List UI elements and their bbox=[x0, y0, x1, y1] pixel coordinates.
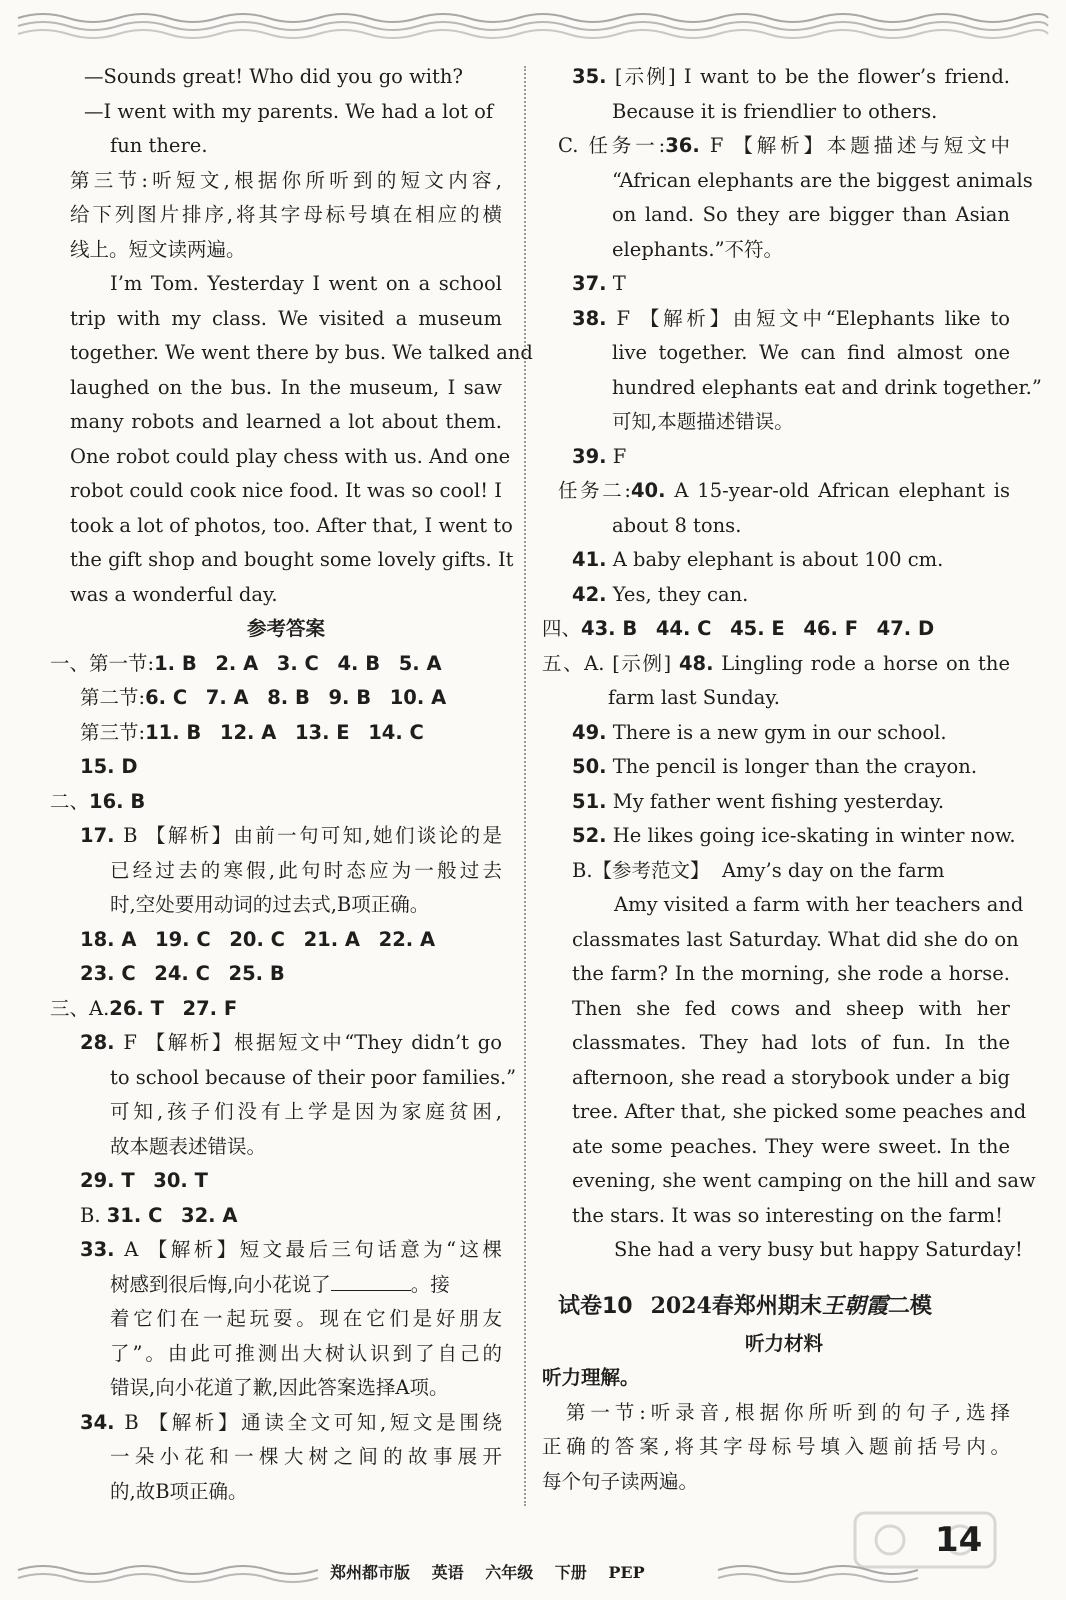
answer-prefix: B. bbox=[80, 1203, 101, 1227]
essay-label: B.【参考范文】 bbox=[572, 858, 710, 882]
q50-text: The pencil is longer than the crayon. bbox=[612, 755, 978, 778]
q33-text: 树感到很后悔,向小花说了 bbox=[110, 1272, 331, 1296]
q17-text: B 【解析】由前一句可知,她们谈论的是 bbox=[123, 824, 502, 847]
q33-line: 了”。由此可推测出大树认识到了自己的 bbox=[110, 1341, 502, 1365]
q39-text: F bbox=[612, 444, 627, 468]
question-number: 52. bbox=[572, 824, 607, 847]
exam-heading bbox=[558, 1286, 1010, 1327]
answer-item: 44. C bbox=[655, 617, 712, 640]
q28-line: 故本题表述错误。 bbox=[110, 1134, 267, 1158]
task-prefix: 五、A. [示例] bbox=[542, 651, 672, 675]
passage-line: the gift shop and bought some lovely gifts. It bbox=[70, 548, 514, 571]
q39-line bbox=[558, 440, 1010, 475]
answer-prefix: 四、 bbox=[542, 617, 582, 640]
answer-item: 24. C bbox=[154, 962, 210, 985]
q51-text: My father went fishing yesterday. bbox=[612, 789, 945, 813]
q49-text: There is a new gym in our school. bbox=[612, 720, 947, 744]
question-number: 17. bbox=[80, 824, 115, 847]
q36-line: elephants.”不符。 bbox=[612, 237, 784, 261]
answer-row bbox=[542, 612, 1010, 647]
answer-prefix: 一、第一节: bbox=[50, 651, 155, 675]
q38-text: F 【解析】由短文中“Elephants like to bbox=[616, 306, 1010, 330]
essay-heading bbox=[558, 854, 1010, 889]
essay-line: Then she fed cows and sheep with her bbox=[572, 996, 1010, 1020]
answer-item: 30. T bbox=[153, 1169, 208, 1192]
top-wave-border bbox=[18, 6, 1048, 46]
passage-line: together. We went there by bus. We talked and bbox=[70, 341, 533, 364]
answer-item: 16. B bbox=[89, 789, 146, 813]
q48-line bbox=[542, 647, 1010, 682]
q33-line bbox=[70, 1233, 502, 1268]
answer-row bbox=[70, 1164, 502, 1199]
q35-line bbox=[558, 60, 1010, 95]
q34-line bbox=[70, 1406, 502, 1441]
essay-line: the stars. It was so interesting on the farm! bbox=[572, 1203, 1004, 1227]
answer-item: 21. A bbox=[303, 927, 361, 951]
answer-item: 22. A bbox=[378, 927, 436, 951]
question-number: 41. bbox=[572, 548, 607, 571]
left-column bbox=[50, 60, 533, 1509]
q36-line: “African elephants are the biggest animals bbox=[612, 168, 1033, 192]
answer-row bbox=[70, 716, 502, 751]
dialogue-line: fun there. bbox=[110, 134, 208, 157]
q33-text: A 【解析】短文最后三句话意为“这棵 bbox=[124, 1238, 502, 1261]
section3-instruction: 第三节:听短文,根据你所听到的短文内容, bbox=[70, 168, 502, 192]
answer-row bbox=[70, 923, 502, 958]
footer-volume: 下册 bbox=[554, 1563, 587, 1582]
answer-item: 32. A bbox=[181, 1203, 238, 1227]
q42-text: Yes, they can. bbox=[612, 582, 749, 606]
q37-text: T bbox=[612, 272, 626, 295]
task-prefix: 任务二: bbox=[558, 479, 631, 502]
q40-line bbox=[558, 474, 1010, 509]
question-number: 28. bbox=[80, 1031, 115, 1054]
question-number: 42. bbox=[572, 582, 607, 606]
essay-line: tree. After that, she picked some peaches and bbox=[572, 1100, 1027, 1123]
question-number: 49. bbox=[572, 720, 607, 744]
answer-item: 10. A bbox=[389, 686, 447, 709]
question-number: 50. bbox=[572, 755, 607, 778]
passage-line: trip with my class. We visited a museum bbox=[70, 306, 502, 330]
passage-line: I’m Tom. Yesterday I went on a school bbox=[110, 272, 502, 295]
answers-title: 参考答案 bbox=[246, 617, 325, 640]
essay-line: ate some peaches. They were sweet. In the bbox=[572, 1134, 1010, 1158]
passage-line: was a wonderful day. bbox=[70, 582, 278, 606]
answer-blank bbox=[331, 1272, 411, 1291]
q28-line: to school because of their poor families.” bbox=[110, 1065, 517, 1089]
section3-instruction: 线上。短文读两遍。 bbox=[70, 237, 246, 261]
page-number: 14 bbox=[935, 1520, 983, 1560]
essay-line: She had a very busy but happy Saturday! bbox=[614, 1238, 1023, 1261]
essay-line: classmates. They had lots of fun. In the bbox=[572, 1031, 1010, 1054]
answer-row bbox=[50, 647, 502, 682]
column-divider bbox=[524, 66, 526, 1506]
q33-line: 着它们在一起玩耍。现在它们是好朋友 bbox=[110, 1307, 502, 1330]
q28-text: F 【解析】根据短文中“They didn’t go bbox=[123, 1031, 502, 1054]
q50-line bbox=[558, 750, 1010, 785]
answer-item: 27. F bbox=[182, 996, 238, 1020]
passage-line: One robot could play chess with us. And one bbox=[70, 444, 511, 468]
q33-text: 。接 bbox=[410, 1272, 450, 1296]
q41-line bbox=[558, 543, 1010, 578]
essay-line: Amy visited a farm with her teachers and bbox=[614, 893, 1024, 916]
q52-text: He likes going ice-skating in winter now. bbox=[612, 824, 1016, 847]
answer-item: 6. C bbox=[145, 686, 188, 709]
q38-line: 可知,本题描述错误。 bbox=[612, 410, 794, 433]
brand-logo: 王朝霞 bbox=[821, 1292, 888, 1319]
question-number: 40. bbox=[630, 479, 666, 502]
dialogue-line: —I went with my parents. We had a lot of bbox=[84, 99, 494, 123]
answer-item: 46. F bbox=[803, 617, 859, 640]
answer-item: 1. B bbox=[154, 651, 197, 675]
q48-line: farm last Sunday. bbox=[608, 686, 780, 709]
answer-item: 4. B bbox=[337, 651, 381, 675]
dialogue-line: —Sounds great! Who did you go with? bbox=[84, 65, 463, 88]
q48-text: Lingling rode a horse on the bbox=[721, 651, 1010, 675]
task-prefix: C. 任务一: bbox=[558, 134, 666, 157]
listening-instruction: 每个句子读两遍。 bbox=[542, 1469, 699, 1493]
question-number: 34. bbox=[80, 1410, 115, 1434]
answer-item: 19. C bbox=[155, 927, 211, 951]
answer-row bbox=[70, 681, 502, 716]
q40-line: about 8 tons. bbox=[612, 513, 742, 537]
essay-line: afternoon, she read a storybook under a big bbox=[572, 1065, 1010, 1089]
answer-item: 9. B bbox=[328, 686, 372, 709]
answer-row bbox=[70, 1199, 502, 1234]
q28-line bbox=[70, 1026, 502, 1061]
passage-line: took a lot of photos, too. After that, I went to bbox=[70, 513, 513, 537]
q34-line: 一朵小花和一棵大树之间的故事展开 bbox=[110, 1445, 502, 1468]
question-number: 37. bbox=[572, 272, 607, 295]
answer-item: 23. C bbox=[80, 962, 136, 985]
q36-line bbox=[558, 129, 1010, 164]
q33-line: 错误,向小花道了歉,因此答案选择A项。 bbox=[110, 1376, 449, 1399]
answer-item: 18. A bbox=[80, 927, 137, 951]
passage-line: robot could cook nice food. It was so cool! I bbox=[70, 479, 502, 502]
answer-item: 26. T bbox=[109, 996, 164, 1020]
exam-suffix: 二模 bbox=[887, 1292, 932, 1319]
footer-edition: 郑州都市版 bbox=[330, 1563, 411, 1582]
q51-line bbox=[558, 785, 1010, 820]
q38-line: live together. We can find almost one bbox=[612, 341, 1010, 364]
essay-line: classmates last Saturday. What did she do on bbox=[572, 927, 1019, 951]
listening-instruction: 正确的答案,将其字母标号填入题前括号内。 bbox=[542, 1435, 1010, 1458]
question-number: 39. bbox=[572, 444, 607, 468]
q38-line bbox=[558, 302, 1010, 337]
footer-grade: 六年级 bbox=[485, 1563, 534, 1582]
exam-title: 2024春郑州期末 bbox=[650, 1292, 822, 1319]
passage-line: laughed on the bus. In the museum, I saw bbox=[70, 375, 502, 399]
question-number: 35. bbox=[572, 65, 607, 88]
q35-text: [示例] I want to be the flower’s friend. bbox=[614, 65, 1010, 88]
answer-item: 2. A bbox=[215, 651, 259, 675]
essay-title: Amy’s day on the farm bbox=[721, 858, 945, 882]
answer-item: 14. C bbox=[368, 720, 424, 744]
q36-line: on land. So they are bigger than Asian bbox=[612, 203, 1010, 226]
essay-line: evening, she went camping on the hill and saw bbox=[572, 1169, 1036, 1192]
q34-text: B 【解析】通读全文可知,短文是围绕 bbox=[124, 1410, 503, 1434]
answer-item: 12. A bbox=[219, 720, 277, 744]
q38-line: hundred elephants eat and drink together.” bbox=[612, 375, 1042, 399]
q40-text: A 15-year-old African elephant is bbox=[674, 479, 1010, 502]
answer-item: 47. D bbox=[876, 617, 935, 640]
answer-item: 20. C bbox=[229, 927, 285, 951]
answer-row bbox=[50, 785, 502, 820]
passage-line: many robots and learned a lot about them. bbox=[70, 410, 502, 433]
listening-title: 听力材料 bbox=[744, 1331, 823, 1355]
answer-prefix: 二、 bbox=[50, 789, 90, 813]
q49-line bbox=[558, 716, 1010, 751]
q42-line bbox=[558, 578, 1010, 613]
q28-line: 可知,孩子们没有上学是因为家庭贫困, bbox=[110, 1100, 502, 1123]
q17-line: 已经过去的寒假,此句时态应为一般过去 bbox=[110, 858, 502, 882]
q37-line bbox=[558, 267, 1010, 302]
answer-item: 31. C bbox=[106, 1203, 163, 1227]
right-column bbox=[542, 60, 1042, 1499]
q36-text: F 【解析】本题描述与短文中 bbox=[709, 134, 1010, 157]
page-footer bbox=[330, 1558, 661, 1588]
question-number: 51. bbox=[572, 789, 607, 813]
answer-item: 29. T bbox=[80, 1169, 135, 1192]
answer-item: 8. B bbox=[267, 686, 310, 709]
answer-row bbox=[70, 957, 502, 992]
footer-publisher: PEP bbox=[608, 1563, 645, 1582]
q17-line: 时,空处要用动词的过去式,B项正确。 bbox=[110, 893, 430, 916]
question-number: 33. bbox=[80, 1238, 115, 1261]
answer-prefix: 三、A. bbox=[50, 996, 110, 1020]
q33-line bbox=[70, 1268, 502, 1303]
question-number: 48. bbox=[678, 651, 714, 675]
answer-prefix: 第三节: bbox=[80, 720, 146, 744]
question-number: 38. bbox=[572, 306, 607, 330]
answer-item: 7. A bbox=[205, 686, 249, 709]
answer-row bbox=[70, 750, 502, 785]
listening-instruction: 第一节:听录音,根据你所听到的句子,选择 bbox=[566, 1400, 1010, 1424]
q35-line: Because it is friendlier to others. bbox=[612, 99, 938, 123]
answer-item: 25. B bbox=[228, 962, 285, 985]
q34-line: 的,故B项正确。 bbox=[110, 1479, 248, 1503]
answer-item: 11. B bbox=[145, 720, 202, 744]
q41-text: A baby elephant is about 100 cm. bbox=[612, 548, 944, 571]
question-number: 36. bbox=[665, 134, 700, 157]
q52-line bbox=[558, 819, 1016, 854]
q17-line bbox=[70, 819, 502, 854]
answer-item: 43. B bbox=[581, 617, 638, 640]
answer-item: 5. A bbox=[398, 651, 442, 675]
section3-instruction: 给下列图片排序,将其字母标号填在相应的横 bbox=[70, 203, 502, 226]
answer-row bbox=[50, 992, 502, 1027]
listening-heading: 听力理解。 bbox=[542, 1366, 640, 1389]
footer-subject: 英语 bbox=[431, 1563, 464, 1582]
answer-item: 15. D bbox=[80, 755, 138, 778]
answer-item: 45. E bbox=[730, 617, 785, 640]
answer-prefix: 第二节: bbox=[80, 686, 146, 709]
answer-item: 3. C bbox=[276, 651, 319, 675]
answer-item: 13. E bbox=[294, 720, 350, 744]
essay-line: the farm? In the morning, she rode a horse. bbox=[572, 962, 1010, 985]
exam-number: 试卷10 bbox=[558, 1293, 633, 1319]
